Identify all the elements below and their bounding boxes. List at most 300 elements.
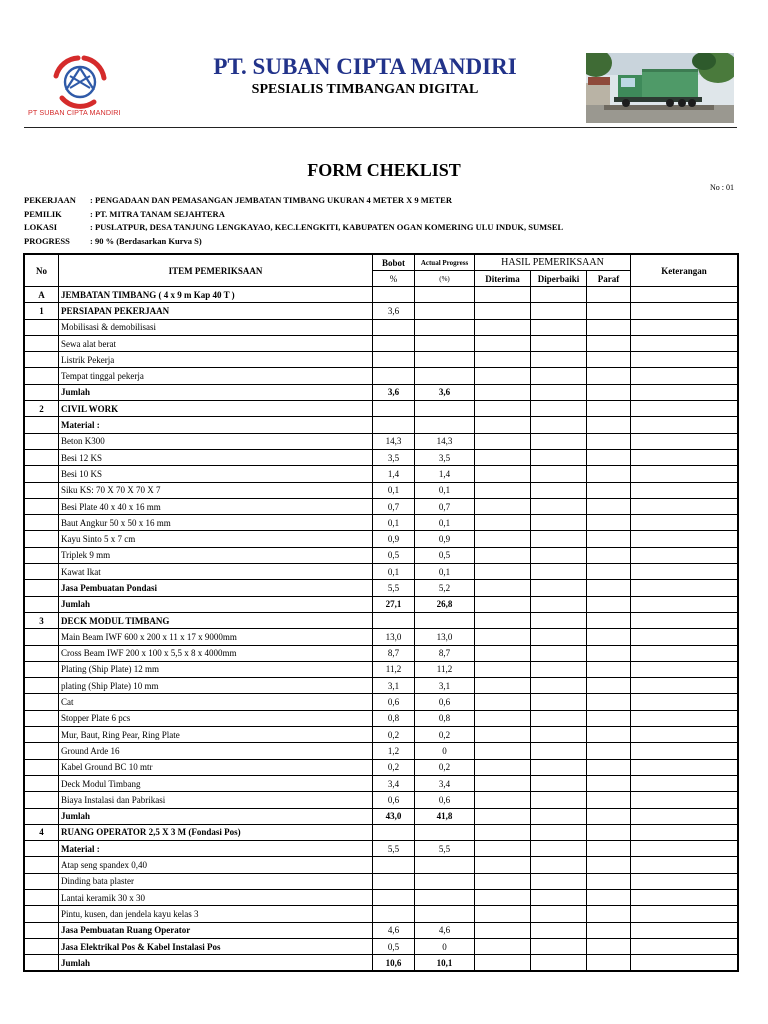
row-keterangan	[631, 352, 738, 368]
row-diperbaiki	[531, 727, 587, 743]
row-paraf	[587, 727, 631, 743]
row-diperbaiki	[531, 841, 587, 857]
row-actual: 5,5	[415, 841, 475, 857]
row-actual: 0,5	[415, 547, 475, 563]
row-item: CIVIL WORK	[59, 401, 373, 417]
meta-value: : 90 % (Berdasarkan Kurva S)	[90, 235, 202, 246]
row-diperbaiki	[531, 710, 587, 726]
row-diperbaiki	[531, 433, 587, 449]
row-bobot	[373, 906, 415, 922]
row-paraf	[587, 824, 631, 840]
total-row	[25, 955, 738, 971]
row-item: Besi Plate 40 x 40 x 16 mm	[59, 498, 373, 514]
row-keterangan	[631, 384, 738, 400]
row-diterima	[475, 449, 531, 465]
row-keterangan	[631, 873, 738, 889]
row-no	[25, 433, 59, 449]
row-actual: 3,4	[415, 775, 475, 791]
row-keterangan	[631, 368, 738, 384]
total-row	[25, 808, 738, 824]
row-keterangan	[631, 433, 738, 449]
total-row	[25, 596, 738, 612]
row-keterangan	[631, 645, 738, 661]
row-diterima	[475, 352, 531, 368]
row-diperbaiki	[531, 515, 587, 531]
row-no	[25, 873, 59, 889]
row-actual: 14,3	[415, 433, 475, 449]
row-diperbaiki	[531, 564, 587, 580]
row-bobot: 5,5	[373, 580, 415, 596]
row-bobot: 3,5	[373, 449, 415, 465]
row-no	[25, 645, 59, 661]
row-bobot	[373, 352, 415, 368]
row-keterangan	[631, 482, 738, 498]
row-diperbaiki	[531, 792, 587, 808]
row-bobot	[373, 612, 415, 628]
row-diterima	[475, 466, 531, 482]
table-row	[25, 792, 738, 808]
row-actual	[415, 889, 475, 905]
row-item: Deck Modul Timbang	[59, 775, 373, 791]
row-item: Kabel Ground BC 10 mtr	[59, 759, 373, 775]
row-paraf	[587, 857, 631, 873]
row-paraf	[587, 938, 631, 954]
meta-row-lokasi	[24, 221, 563, 235]
row-diterima	[475, 612, 531, 628]
row-paraf	[587, 792, 631, 808]
table-row	[25, 466, 738, 482]
row-actual: 26,8	[415, 596, 475, 612]
row-paraf	[587, 596, 631, 612]
row-item: Listrik Pekerja	[59, 352, 373, 368]
table-row	[25, 841, 738, 857]
row-keterangan	[631, 564, 738, 580]
row-keterangan	[631, 710, 738, 726]
row-no	[25, 466, 59, 482]
row-item: Besi 12 KS	[59, 449, 373, 465]
checklist-rows	[25, 287, 738, 971]
row-paraf	[587, 287, 631, 303]
row-actual: 0,2	[415, 759, 475, 775]
row-no	[25, 759, 59, 775]
row-bobot: 3,1	[373, 678, 415, 694]
row-keterangan	[631, 498, 738, 514]
row-actual	[415, 873, 475, 889]
row-bobot: 0,9	[373, 531, 415, 547]
row-diperbaiki	[531, 449, 587, 465]
row-keterangan	[631, 612, 738, 628]
row-keterangan	[631, 678, 738, 694]
row-diterima	[475, 694, 531, 710]
row-no	[25, 808, 59, 824]
row-diterima	[475, 384, 531, 400]
row-diperbaiki	[531, 384, 587, 400]
row-diperbaiki	[531, 808, 587, 824]
row-bobot: 0,7	[373, 498, 415, 514]
row-diterima	[475, 368, 531, 384]
row-item: Main Beam IWF 600 x 200 x 11 x 17 x 9000mm	[59, 629, 373, 645]
table-row	[25, 873, 738, 889]
row-actual: 10,1	[415, 955, 475, 971]
row-paraf	[587, 319, 631, 335]
row-diperbaiki	[531, 612, 587, 628]
row-keterangan	[631, 857, 738, 873]
row-diterima	[475, 547, 531, 563]
row-actual	[415, 857, 475, 873]
row-keterangan	[631, 661, 738, 677]
row-paraf	[587, 906, 631, 922]
row-actual: 3,1	[415, 678, 475, 694]
row-item: Jasa Pembuatan Ruang Operator	[59, 922, 373, 938]
row-actual	[415, 824, 475, 840]
section-row	[25, 401, 738, 417]
row-actual: 0	[415, 743, 475, 759]
row-keterangan	[631, 531, 738, 547]
row-paraf	[587, 743, 631, 759]
row-paraf	[587, 335, 631, 351]
table-row	[25, 906, 738, 922]
row-diterima	[475, 938, 531, 954]
table-row	[25, 449, 738, 465]
row-no: 2	[25, 401, 59, 417]
row-diterima	[475, 498, 531, 514]
row-actual	[415, 303, 475, 319]
row-paraf	[587, 449, 631, 465]
project-info	[24, 194, 563, 248]
table-row	[25, 547, 738, 563]
row-diterima	[475, 824, 531, 840]
header-actual-progress: Actual Progress	[415, 255, 475, 271]
row-item: plating (Ship Plate) 10 mm	[59, 678, 373, 694]
row-actual	[415, 368, 475, 384]
row-keterangan	[631, 466, 738, 482]
row-actual: 5,2	[415, 580, 475, 596]
meta-value: : PENGADAAN DAN PEMASANGAN JEMBATAN TIMBANG UKURAN 4 METER X 9 METER	[90, 195, 452, 205]
row-diterima	[475, 335, 531, 351]
row-keterangan	[631, 319, 738, 335]
row-diperbaiki	[531, 645, 587, 661]
row-actual	[415, 417, 475, 433]
row-item: Stopper Plate 6 pcs	[59, 710, 373, 726]
table-row	[25, 743, 738, 759]
header-divider	[24, 127, 737, 128]
row-paraf	[587, 303, 631, 319]
table-row	[25, 889, 738, 905]
row-no	[25, 678, 59, 694]
row-item: Cross Beam IWF 200 x 100 x 5,5 x 8 x 4000mm	[59, 645, 373, 661]
table-row	[25, 775, 738, 791]
meta-label: PROGRESS	[24, 235, 70, 246]
row-bobot	[373, 335, 415, 351]
row-diperbaiki	[531, 580, 587, 596]
table-row	[25, 661, 738, 677]
row-no	[25, 319, 59, 335]
row-item: Cat	[59, 694, 373, 710]
row-actual: 0,9	[415, 531, 475, 547]
table-row	[25, 580, 738, 596]
row-diterima	[475, 661, 531, 677]
row-paraf	[587, 922, 631, 938]
row-actual: 0,1	[415, 482, 475, 498]
row-actual	[415, 401, 475, 417]
table-row	[25, 710, 738, 726]
header-hasil-pemeriksaan: HASIL PEMERIKSAAN	[475, 255, 631, 271]
row-diterima	[475, 401, 531, 417]
row-item: Atap seng spandex 0,40	[59, 857, 373, 873]
company-name: PT. SUBAN CIPTA MANDIRI	[213, 54, 517, 79]
row-item: Material :	[59, 417, 373, 433]
row-no	[25, 906, 59, 922]
row-keterangan	[631, 808, 738, 824]
row-diterima	[475, 678, 531, 694]
row-bobot	[373, 368, 415, 384]
row-no	[25, 368, 59, 384]
header-bobot: Bobot	[373, 255, 415, 271]
row-actual	[415, 352, 475, 368]
row-paraf	[587, 547, 631, 563]
row-diperbaiki	[531, 319, 587, 335]
row-item: Material :	[59, 841, 373, 857]
table-row	[25, 531, 738, 547]
row-actual: 13,0	[415, 629, 475, 645]
row-no: 4	[25, 824, 59, 840]
meta-label: PEMILIK	[24, 208, 62, 219]
row-paraf	[587, 352, 631, 368]
row-paraf	[587, 775, 631, 791]
row-bobot	[373, 889, 415, 905]
meta-label: LOKASI	[24, 222, 58, 232]
row-diterima	[475, 596, 531, 612]
section-row	[25, 303, 738, 319]
meta-row-pekerjaan	[24, 194, 563, 208]
row-bobot	[373, 287, 415, 303]
row-bobot: 3,6	[373, 384, 415, 400]
row-diterima	[475, 873, 531, 889]
table-row	[25, 335, 738, 351]
section-row	[25, 287, 738, 303]
row-keterangan	[631, 889, 738, 905]
row-diperbaiki	[531, 482, 587, 498]
row-diperbaiki	[531, 938, 587, 954]
row-paraf	[587, 645, 631, 661]
row-actual	[415, 287, 475, 303]
row-diperbaiki	[531, 368, 587, 384]
row-no	[25, 352, 59, 368]
row-keterangan	[631, 515, 738, 531]
row-no	[25, 335, 59, 351]
row-diperbaiki	[531, 335, 587, 351]
row-item: Siku KS: 70 X 70 X 70 X 7	[59, 482, 373, 498]
header-keterangan: Keterangan	[631, 255, 738, 287]
row-keterangan	[631, 417, 738, 433]
row-bobot: 0,6	[373, 792, 415, 808]
row-diperbaiki	[531, 547, 587, 563]
row-no	[25, 580, 59, 596]
row-item: Biaya Instalasi dan Pabrikasi	[59, 792, 373, 808]
row-bobot	[373, 824, 415, 840]
row-actual: 0,2	[415, 727, 475, 743]
row-no	[25, 417, 59, 433]
row-no	[25, 743, 59, 759]
row-diperbaiki	[531, 678, 587, 694]
row-diperbaiki	[531, 287, 587, 303]
row-item: Beton K300	[59, 433, 373, 449]
row-item: Jumlah	[59, 384, 373, 400]
row-paraf	[587, 678, 631, 694]
row-diperbaiki	[531, 596, 587, 612]
row-item: Jumlah	[59, 955, 373, 971]
logo-text: PT SUBAN CIPTA MANDIRI	[28, 108, 121, 117]
section-row	[25, 824, 738, 840]
row-diterima	[475, 906, 531, 922]
row-bobot: 3,4	[373, 775, 415, 791]
row-diperbaiki	[531, 531, 587, 547]
row-paraf	[587, 661, 631, 677]
row-paraf	[587, 955, 631, 971]
row-diperbaiki	[531, 401, 587, 417]
row-diperbaiki	[531, 694, 587, 710]
row-no	[25, 531, 59, 547]
row-no	[25, 661, 59, 677]
row-no	[25, 629, 59, 645]
table-row	[25, 352, 738, 368]
row-bobot: 1,2	[373, 743, 415, 759]
row-paraf	[587, 808, 631, 824]
row-paraf	[587, 417, 631, 433]
row-actual: 0,8	[415, 710, 475, 726]
row-no: 1	[25, 303, 59, 319]
row-no	[25, 564, 59, 580]
table-row	[25, 922, 738, 938]
row-item: Jumlah	[59, 596, 373, 612]
row-item: Mobilisasi & demobilisasi	[59, 319, 373, 335]
row-diterima	[475, 433, 531, 449]
checklist-table	[24, 254, 738, 971]
row-paraf	[587, 531, 631, 547]
table-row	[25, 515, 738, 531]
row-diterima	[475, 955, 531, 971]
row-bobot: 0,1	[373, 482, 415, 498]
row-actual: 1,4	[415, 466, 475, 482]
row-diperbaiki	[531, 775, 587, 791]
row-diterima	[475, 743, 531, 759]
row-keterangan	[631, 287, 738, 303]
row-diperbaiki	[531, 417, 587, 433]
company-tagline: SPESIALIS TIMBANGAN DIGITAL	[251, 82, 479, 97]
row-no	[25, 955, 59, 971]
header-actual-unit: (%)	[415, 271, 475, 287]
row-bobot: 5,5	[373, 841, 415, 857]
row-paraf	[587, 384, 631, 400]
row-item: Jasa Elektrikal Pos & Kabel Instalasi Pos	[59, 938, 373, 954]
row-bobot	[373, 319, 415, 335]
row-bobot: 10,6	[373, 955, 415, 971]
row-bobot	[373, 873, 415, 889]
row-bobot: 8,7	[373, 645, 415, 661]
form-number: No : 01	[710, 183, 734, 192]
row-item: Dinding bata plaster	[59, 873, 373, 889]
table-row	[25, 727, 738, 743]
row-keterangan	[631, 596, 738, 612]
row-keterangan	[631, 955, 738, 971]
row-paraf	[587, 629, 631, 645]
section-row	[25, 612, 738, 628]
row-actual: 0,6	[415, 792, 475, 808]
row-actual: 4,6	[415, 922, 475, 938]
row-diperbaiki	[531, 498, 587, 514]
row-no	[25, 384, 59, 400]
header-paraf: Paraf	[587, 271, 631, 287]
meta-row-pemilik	[24, 208, 563, 222]
row-diterima	[475, 775, 531, 791]
table-row	[25, 678, 738, 694]
row-no: 3	[25, 612, 59, 628]
row-paraf	[587, 515, 631, 531]
table-row	[25, 629, 738, 645]
row-no	[25, 922, 59, 938]
row-keterangan	[631, 547, 738, 563]
row-paraf	[587, 759, 631, 775]
row-paraf	[587, 466, 631, 482]
row-item: Mur, Baut, Ring Pear, Ring Plate	[59, 727, 373, 743]
row-bobot	[373, 401, 415, 417]
row-actual: 0	[415, 938, 475, 954]
row-diperbaiki	[531, 759, 587, 775]
row-bobot: 0,5	[373, 547, 415, 563]
row-item: Sewa alat berat	[59, 335, 373, 351]
row-paraf	[587, 368, 631, 384]
row-keterangan	[631, 824, 738, 840]
row-bobot: 14,3	[373, 433, 415, 449]
table-row	[25, 857, 738, 873]
table-row	[25, 694, 738, 710]
row-diperbaiki	[531, 352, 587, 368]
row-no: A	[25, 287, 59, 303]
table-row	[25, 433, 738, 449]
row-diperbaiki	[531, 629, 587, 645]
row-actual: 0,7	[415, 498, 475, 514]
total-row	[25, 384, 738, 400]
row-bobot: 0,1	[373, 515, 415, 531]
row-diterima	[475, 580, 531, 596]
row-item: Baut Angkur 50 x 50 x 16 mm	[59, 515, 373, 531]
row-diperbaiki	[531, 466, 587, 482]
row-item: PERSIAPAN PEKERJAAN	[59, 303, 373, 319]
meta-label: PEKERJAAN	[24, 195, 76, 205]
header-diterima: Diterima	[475, 271, 531, 287]
row-bobot: 4,6	[373, 922, 415, 938]
row-actual: 3,6	[415, 384, 475, 400]
row-diterima	[475, 531, 531, 547]
table-row	[25, 319, 738, 335]
meta-value: : PUSLATPUR, DESA TANJUNG LENGKAYAO, KEC.LENGKITI, KABUPATEN OGAN KOMERING ULU INDUK, SUMSEL	[90, 222, 564, 232]
row-item: DECK MODUL TIMBANG	[59, 612, 373, 628]
row-keterangan	[631, 727, 738, 743]
row-keterangan	[631, 792, 738, 808]
row-no	[25, 841, 59, 857]
header-item: ITEM PEMERIKSAAN	[59, 255, 373, 287]
row-bobot: 0,8	[373, 710, 415, 726]
row-diperbaiki	[531, 661, 587, 677]
row-diterima	[475, 629, 531, 645]
row-keterangan	[631, 938, 738, 954]
row-keterangan	[631, 335, 738, 351]
row-keterangan	[631, 629, 738, 645]
row-paraf	[587, 498, 631, 514]
row-no	[25, 857, 59, 873]
row-bobot: 0,6	[373, 694, 415, 710]
row-bobot: 11,2	[373, 661, 415, 677]
